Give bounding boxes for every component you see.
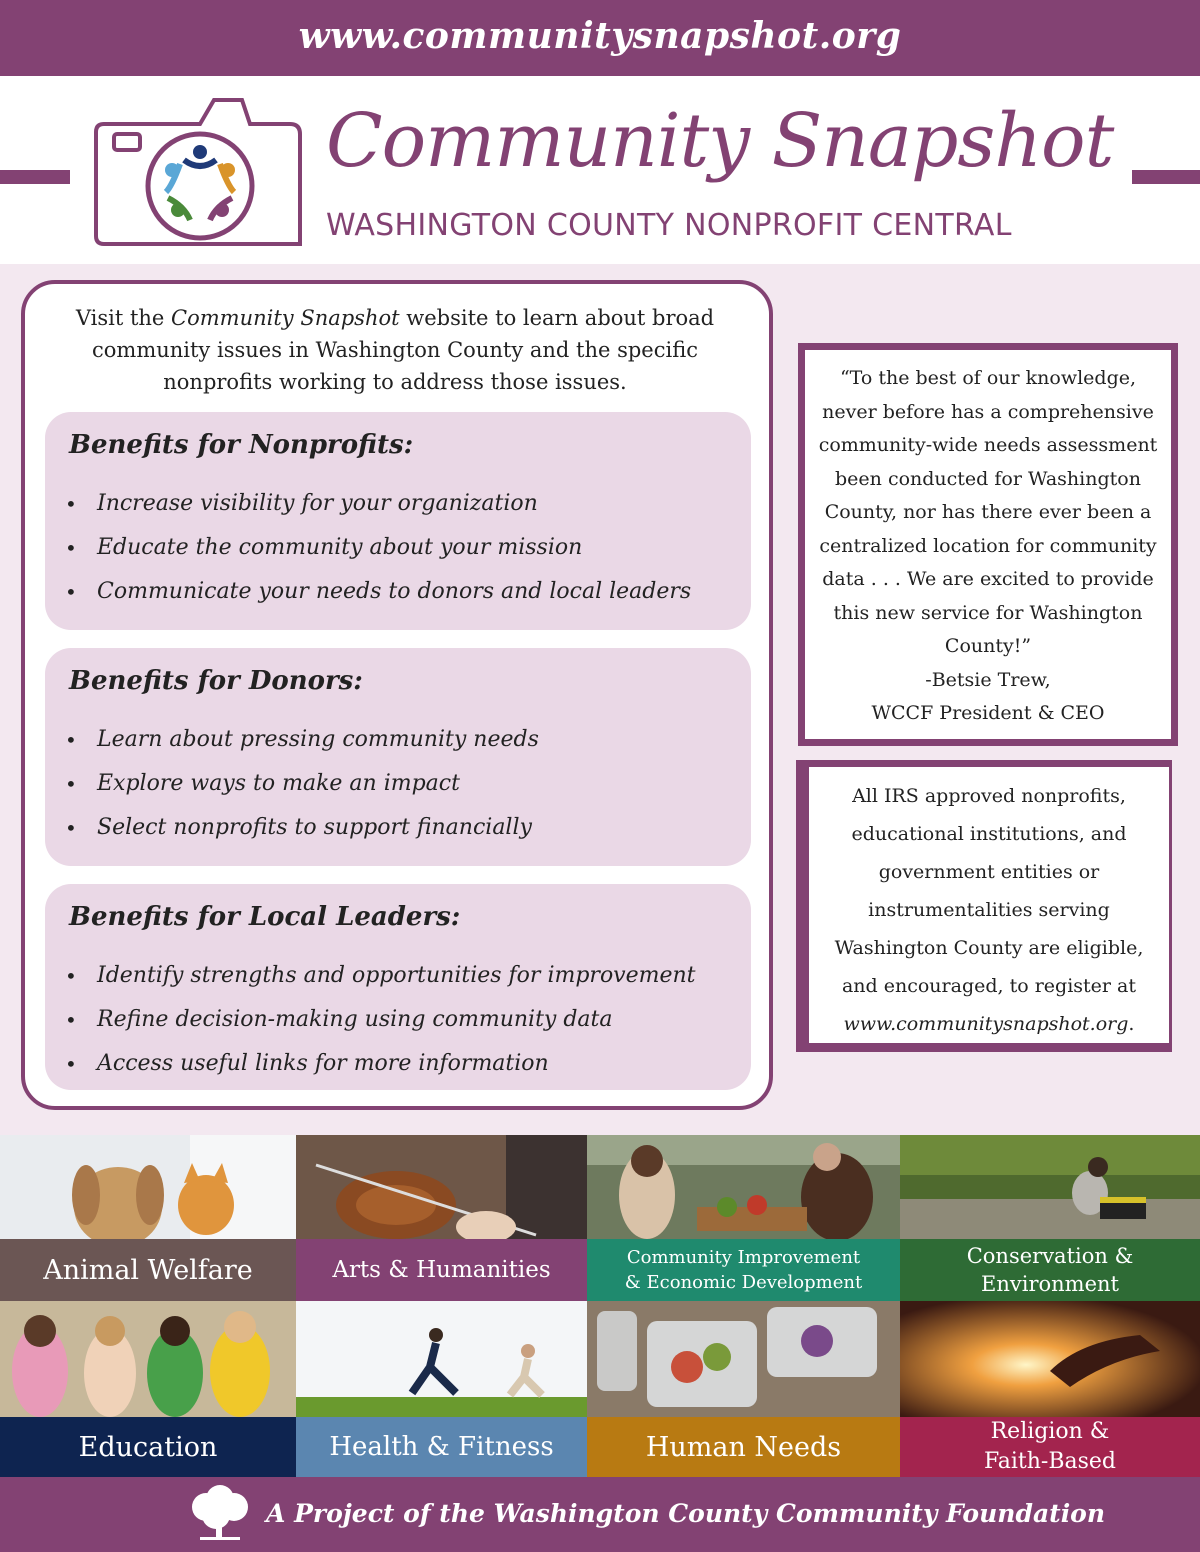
brand-title: Community Snapshot: [326, 98, 1114, 184]
top-url-banner[interactable]: www.communitysnapshot.org: [0, 0, 1200, 76]
eligibility-text: All IRS approved nonprofits, educational institutions, and government entities or instrumentalities serving Washington County are eligible, and encouraged, to register at www.communitysnapshot.org.: [834, 785, 1144, 1035]
category-tile-community-improvement[interactable]: [587, 1135, 900, 1301]
category-label: Religion & Faith-Based: [900, 1417, 1200, 1477]
benefits-nonprofits: [45, 412, 751, 630]
sunset-hands-photo: [900, 1301, 1200, 1417]
category-tile-religion[interactable]: [900, 1301, 1200, 1477]
category-tile-human-needs[interactable]: [587, 1301, 900, 1477]
pets-photo: [0, 1135, 296, 1239]
meal-containers-photo: [587, 1301, 900, 1417]
category-tile-health-fitness[interactable]: [296, 1301, 587, 1477]
list-item: • Educate the community about your mission: [65, 526, 691, 570]
children-reading-photo: [0, 1301, 296, 1417]
benefits-panel: [21, 280, 773, 1110]
camera-community-icon: [92, 94, 304, 250]
benefit-title: Benefits for Local Leaders:: [69, 902, 461, 932]
category-label: Conservation & Environment: [900, 1239, 1200, 1301]
category-tile-animal-welfare[interactable]: [0, 1135, 296, 1301]
brand-subtitle: WASHINGTON COUNTY NONPROFIT CENTRAL: [326, 208, 1012, 243]
list-item: • Explore ways to make an impact: [65, 762, 539, 806]
benefits-local-leaders: [45, 884, 751, 1090]
eligibility-url[interactable]: www.communitysnapshot.org: [843, 1013, 1129, 1035]
list-item: • Access useful links for more information: [65, 1042, 696, 1086]
list-item: • Learn about pressing community needs: [65, 718, 539, 762]
benefit-title: Benefits for Nonprofits:: [69, 430, 414, 460]
benefit-title: Benefits for Donors:: [69, 666, 363, 696]
list-item: • Select nonprofits to support financially: [65, 806, 539, 850]
quote-box: [802, 347, 1174, 742]
category-label: Animal Welfare: [0, 1239, 296, 1301]
category-label: Community Improvement & Economic Development: [587, 1239, 900, 1301]
category-tile-arts-humanities[interactable]: [296, 1135, 587, 1301]
footer-bar: [0, 1477, 1200, 1552]
header-rule-right: [1132, 170, 1200, 184]
header: [0, 76, 1200, 264]
violin-photo: [296, 1135, 587, 1239]
stream-photo: [900, 1135, 1200, 1239]
market-photo: [587, 1135, 900, 1239]
category-label: Arts & Humanities: [296, 1239, 587, 1301]
exercise-photo: [296, 1301, 587, 1417]
category-grid: [0, 1135, 1200, 1477]
quote-text: “To the best of our knowledge, never before has a comprehensive community-wide needs assessment been conducted for Washington County, nor has there ever been a centralized location for community data . . . We are excited to provide this new service for Washington County!” -Betsie Trew, WCCF President & CEO: [811, 362, 1165, 731]
category-label: Health & Fitness: [296, 1417, 587, 1477]
list-item: • Refine decision-making using community data: [65, 998, 696, 1042]
benefits-donors: [45, 648, 751, 866]
intro-text: Visit the Community Snapshot website to learn about broad community issues in Washington County and the specific nonprofits working to address those issues.: [75, 306, 715, 394]
header-rule-left: [0, 170, 70, 184]
tree-icon: [186, 1485, 252, 1543]
intro-emphasis: Community Snapshot: [171, 306, 400, 330]
quote-role: WCCF President & CEO: [871, 702, 1105, 724]
benefit-list: [65, 954, 696, 1086]
list-item: • Identify strengths and opportunities for improvement: [65, 954, 696, 998]
category-tile-education[interactable]: [0, 1301, 296, 1477]
category-tile-conservation[interactable]: [900, 1135, 1200, 1301]
category-label: Education: [0, 1417, 296, 1477]
quote-author: -Betsie Trew,: [925, 668, 1051, 691]
benefit-list: [65, 482, 691, 614]
eligibility-box: [806, 764, 1172, 1046]
list-item: • Communicate your needs to donors and local leaders: [65, 570, 691, 614]
footer-text: A Project of the Washington County Community Foundation: [266, 1499, 1106, 1528]
benefit-list: [65, 718, 539, 850]
category-label: Human Needs: [587, 1417, 900, 1477]
list-item: • Increase visibility for your organization: [65, 482, 691, 526]
